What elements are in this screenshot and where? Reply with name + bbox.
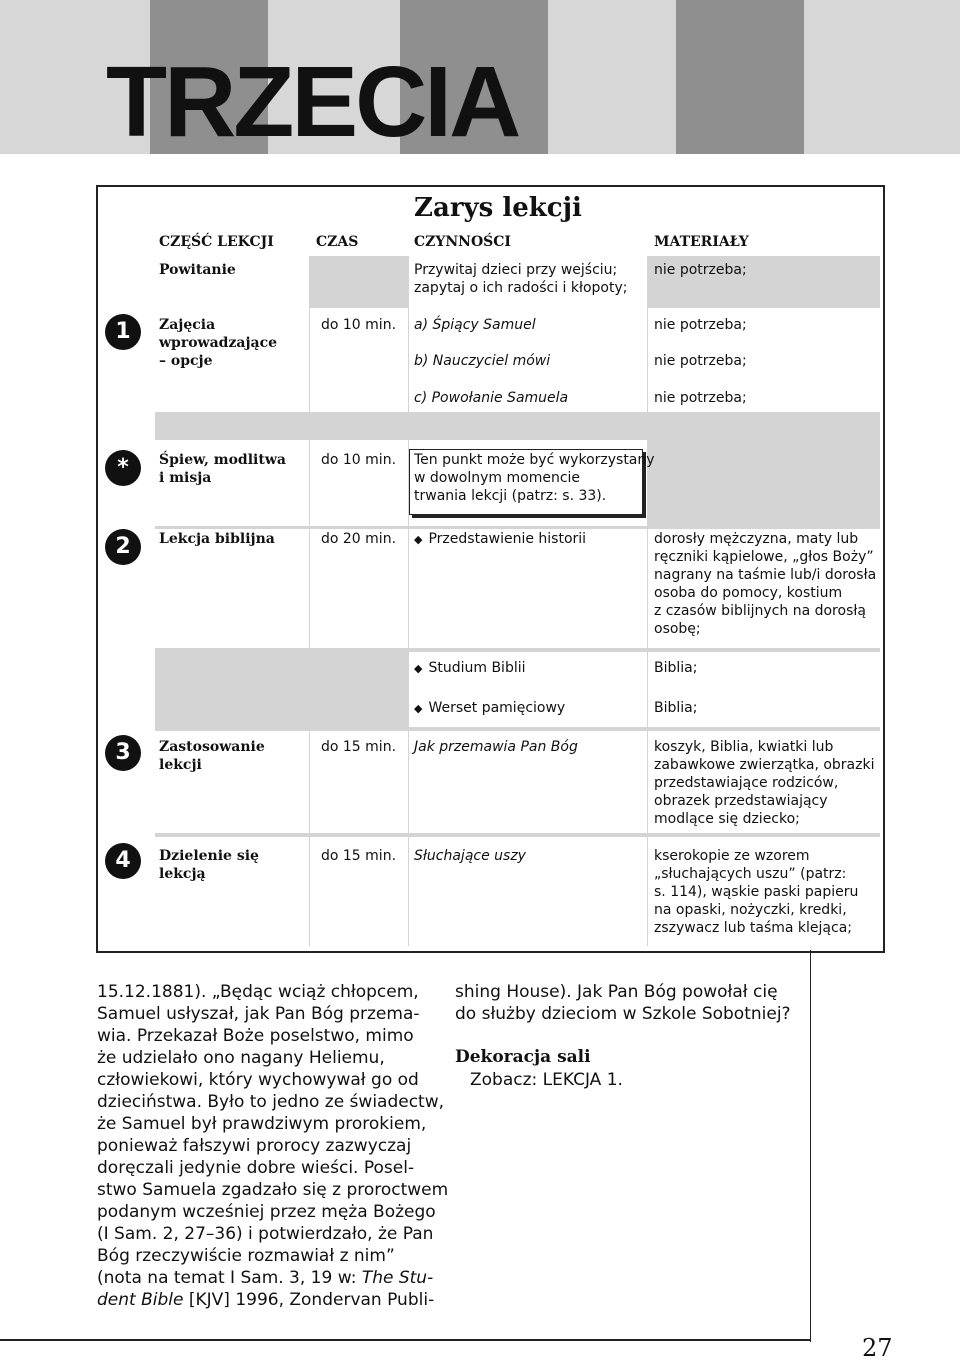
bible-materials-line: osoba do pomocy, kostium (654, 585, 843, 601)
section-number-2: 2 (105, 529, 141, 565)
apply-part-1: Zastosowanie (159, 739, 265, 755)
header-stripe-3 (676, 0, 804, 154)
header-activity: CZYNNOŚCI (414, 234, 511, 250)
body-line: (I Sam. 2, 27–36) i potwierdzało, że Pan (97, 1224, 434, 1244)
citation-title-part-1: The Stu- (361, 1268, 434, 1288)
greeting-activity-1: Przywitaj dzieci przy wejściu; (414, 262, 618, 278)
bible-activity-story (414, 530, 586, 549)
bible-divider-1 (155, 526, 880, 529)
apply-materials-line: obrazek przedstawiający (654, 793, 828, 809)
greeting-part: Powitanie (159, 262, 236, 278)
bible-part-shade (155, 652, 310, 730)
page-number: 27 (862, 1334, 893, 1362)
bible-activity-verse-label: Werset pamięciowy (428, 700, 566, 716)
bible-materials-study: Biblia; (654, 660, 698, 676)
apply-divider (155, 833, 880, 837)
decoration-heading: Dekoracja sali (455, 1047, 591, 1067)
column-divider-time (309, 256, 310, 946)
citation-title-part-2: dent Bible (97, 1290, 184, 1310)
intro-activity-c: c) Powołanie Samuela (414, 390, 569, 406)
greeting-materials: nie potrzeba; (654, 262, 747, 278)
bible-activity-verse (414, 699, 565, 718)
section-number-star: * (105, 450, 141, 486)
apply-activity: Jak przemawia Pan Bóg (414, 739, 578, 755)
song-time: do 10 min. (321, 452, 397, 468)
page-title: TRZECIA (106, 46, 519, 158)
page-frame-vertical (810, 950, 811, 1342)
greeting-time-shade (310, 256, 408, 308)
apply-materials-line: zabawkowe zwierzątka, obrazki (654, 757, 875, 773)
greeting-activity-2: zapytaj o ich radości i kłopoty; (414, 280, 628, 296)
intro-time: do 10 min. (321, 317, 397, 333)
apply-materials-line: modlące się dziecko; (654, 811, 800, 827)
bible-materials-line: osobę; (654, 621, 701, 637)
bible-activity-study-label: Studium Biblii (428, 660, 526, 676)
section-number-1: 1 (105, 314, 141, 350)
body-line: doręczali jedynie dobre wieści. Posel- (97, 1158, 415, 1178)
bible-materials-line: ręczniki kąpielowe, „głos Boży” (654, 549, 874, 565)
page-frame-horizontal (0, 1339, 811, 1341)
apply-time: do 15 min. (321, 739, 397, 755)
body-line: dzieciństwa. Było to jedno ze świadectw, (97, 1092, 445, 1112)
bible-time-shade (310, 648, 408, 730)
apply-part-2: lekcji (159, 757, 202, 773)
bible-time: do 20 min. (321, 531, 397, 547)
song-note-3: trwania lekcji (patrz: s. 33). (414, 488, 607, 504)
body-line: Bóg rzeczywiście rozmawiał z nim” (97, 1246, 395, 1266)
body-line: że Samuel był prawdziwym prorokiem, (97, 1114, 427, 1134)
citation-suffix: [KJV] 1996, Zondervan Publi- (183, 1290, 435, 1310)
body-line: ponieważ fałszywi prorocy zazwyczaj (97, 1136, 412, 1156)
share-time: do 15 min. (321, 848, 397, 864)
share-materials-line: na opaski, nożyczki, kredki, (654, 902, 847, 918)
header-materials: MATERIAŁY (654, 234, 749, 250)
body-right-line: shing House). Jak Pan Bóg powołał cię (455, 982, 778, 1002)
body-line: wia. Przekazał Boże poselstwo, mimo (97, 1026, 414, 1046)
section-number-4: 4 (105, 843, 141, 879)
body-line: że udzielało ono nagany Heliemu, (97, 1048, 385, 1068)
body-right-line: do służby dzieciom w Szkole Sobotniej? (455, 1004, 791, 1024)
intro-part-2: wprowadzające (159, 335, 278, 351)
apply-materials-line: przedstawiające rodziców, (654, 775, 839, 791)
body-line: stwo Samuela zgadzało się z proroctwem (97, 1180, 449, 1200)
intro-activity-a: a) Śpiący Samuel (414, 317, 536, 333)
share-activity: Słuchające uszy (414, 848, 526, 864)
share-materials-line: „słuchających uszu” (patrz: (654, 866, 847, 882)
bible-divider-3 (155, 727, 880, 731)
song-part-2: i misja (159, 470, 212, 486)
apply-materials-line: koszyk, Biblia, kwiatki lub (654, 739, 834, 755)
intro-materials-b: nie potrzeba; (654, 353, 747, 369)
share-materials-line: kserokopie ze wzorem (654, 848, 810, 864)
bible-materials-line: z czasów biblijnych na dorosłą (654, 603, 866, 619)
outline-title: Zarys lekcji (414, 193, 582, 223)
share-materials-line: s. 114), wąskie paski papieru (654, 884, 859, 900)
song-note-2: w dowolnym momencie (414, 470, 581, 486)
body-line-citation-end (97, 1289, 434, 1311)
diamond-bullet-icon: ◆ (414, 533, 423, 546)
bible-materials-line: dorosły mężczyzna, maty lub (654, 531, 859, 547)
share-part-1: Dzielenie się (159, 848, 259, 864)
intro-bottom-shade (155, 412, 880, 440)
diamond-bullet-icon: ◆ (414, 662, 423, 675)
section-number-3: 3 (105, 735, 141, 771)
header-time: CZAS (316, 234, 359, 250)
intro-materials-c: nie potrzeba; (654, 390, 747, 406)
bible-materials-line: nagrany na taśmie lub/i dorosła (654, 567, 877, 583)
header-part: CZĘŚĆ LEKCJI (159, 234, 274, 250)
bible-part: Lekcja biblijna (159, 531, 275, 547)
bible-activity-story-label: Przedstawienie historii (428, 531, 587, 547)
intro-part-1: Zajęcia (159, 317, 216, 333)
share-materials-line: zszywacz lub taśma klejąca; (654, 920, 853, 936)
bible-activity-study (414, 659, 526, 678)
intro-materials-a: nie potrzeba; (654, 317, 747, 333)
column-divider-materials (647, 256, 648, 946)
song-materials-shade (648, 440, 880, 526)
intro-activity-b: b) Nauczyciel mówi (414, 353, 551, 369)
bible-materials-verse: Biblia; (654, 700, 698, 716)
citation-prefix: (nota na temat I Sam. 3, 19 w: (97, 1268, 362, 1288)
body-line: człowiekowi, który wychowywał go od (97, 1070, 419, 1090)
body-line: 15.12.1881). „Będąc wciąż chłopcem, (97, 982, 419, 1002)
intro-part-3: – opcje (159, 353, 213, 369)
column-divider-activity (408, 256, 409, 946)
diamond-bullet-icon: ◆ (414, 702, 423, 715)
share-part-2: lekcją (159, 866, 206, 882)
song-part-1: Śpiew, modlitwa (159, 452, 286, 468)
body-line: podanym wcześniej przez męża Bożego (97, 1202, 436, 1222)
body-line-citation (97, 1267, 433, 1289)
song-note-1: Ten punkt może być wykorzystany (414, 452, 655, 468)
body-line: Samuel usłyszał, jak Pan Bóg przema- (97, 1004, 420, 1024)
decoration-text: Zobacz: LEKCJA 1. (470, 1070, 623, 1090)
